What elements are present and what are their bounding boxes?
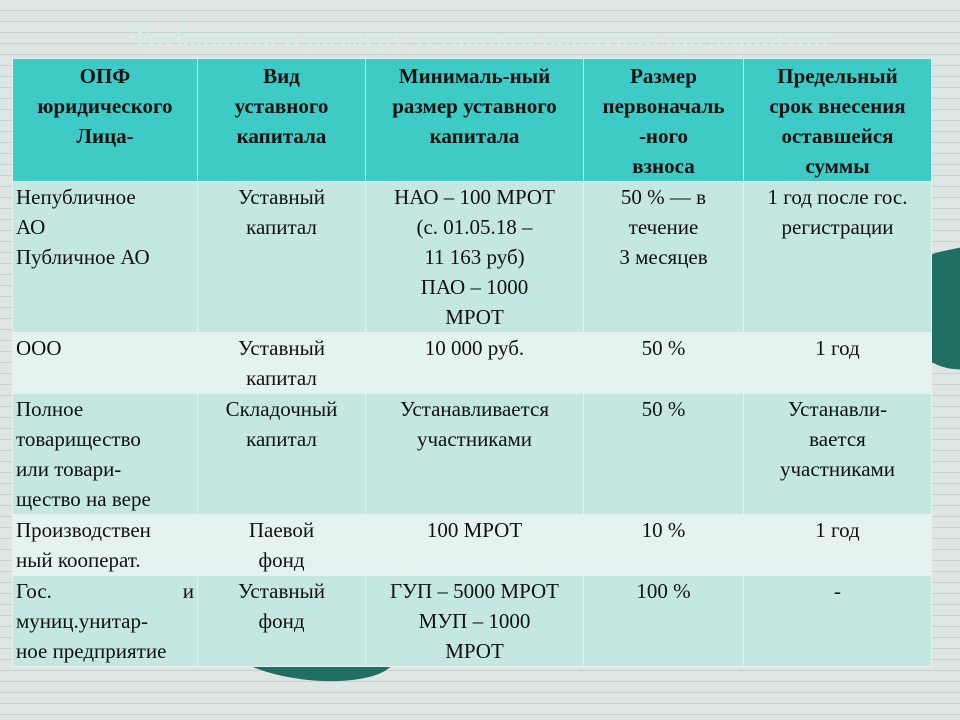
cell-capital-type [198, 333, 366, 394]
table-header [13, 59, 932, 182]
cell-min-size [366, 515, 584, 576]
cell-deadline [744, 515, 932, 576]
header-line: срок внесения [769, 94, 906, 118]
cell-line: 50 % — в [620, 185, 707, 209]
cell-line: 1 год [815, 336, 860, 360]
header-line: размер уставного [392, 94, 557, 118]
cell-line: или товари- [16, 457, 122, 481]
cell-line: ГУП – 5000 МРОТ [389, 579, 560, 603]
cell-line: капитал [246, 215, 317, 239]
cell-line: МРОТ [445, 639, 504, 663]
header-line: оставшейся [781, 124, 894, 148]
table-row [13, 515, 932, 576]
cell-min-size [366, 394, 584, 515]
cell-line: регистрации [781, 215, 894, 239]
cell-line: щество на вере [16, 487, 151, 511]
cell-deadline [744, 182, 932, 333]
header-row [13, 59, 932, 182]
table-row [13, 576, 932, 667]
cell-line: участниками [779, 457, 896, 481]
table-body [13, 182, 932, 667]
cell-line: Складочный [225, 397, 338, 421]
cell-initial-payment [584, 182, 744, 333]
header-line: Лица- [76, 124, 134, 148]
cell-line: Публичное АО [16, 245, 150, 269]
cell-opf [13, 515, 198, 576]
cell-opf [13, 182, 198, 333]
cell-line: Паевой [248, 518, 315, 542]
cell-initial-payment [584, 394, 744, 515]
header-line: капитала [236, 124, 327, 148]
cell-opf [13, 394, 198, 515]
cell-min-size [366, 576, 584, 667]
cell-line: АО [16, 215, 46, 239]
header-deadline [744, 59, 932, 182]
cell-line: течение [628, 215, 699, 239]
cell-line: 11 163 руб) [424, 245, 525, 269]
cell-line: 1 год [815, 518, 860, 542]
cell-line: капитал [246, 427, 317, 451]
cell-line: 1 год после гос. [767, 185, 908, 209]
cell-line: вается [809, 427, 866, 451]
cell-line: 50 % [641, 397, 686, 421]
cell-line: ное предприятие [16, 639, 167, 663]
cell-line: 100 МРОТ [426, 518, 523, 542]
cell-line: МРОТ [445, 305, 504, 329]
cell-line: участниками [416, 427, 533, 451]
header-min-size [366, 59, 584, 182]
cell-line: 100 % [636, 579, 691, 603]
cell-line: муниц.унитар- [16, 609, 148, 633]
cell-line: - [834, 579, 841, 603]
cell-deadline [744, 333, 932, 394]
cell-line: ный кооперат. [16, 548, 141, 572]
cell-line: Устанавли- [787, 397, 888, 421]
header-line: Предельный [777, 64, 898, 88]
cell-line: 10 000 руб. [424, 336, 525, 360]
capital-requirements-table [12, 58, 932, 667]
cell-line: фонд [258, 548, 305, 572]
cell-initial-payment [584, 515, 744, 576]
cell-line: Уставный [238, 579, 325, 603]
header-line: ОПФ [79, 64, 131, 88]
header-line: юридического [37, 94, 173, 118]
header-initial-payment [584, 59, 744, 182]
cell-deadline [744, 576, 932, 667]
cell-line: 50 % [641, 336, 686, 360]
header-line: первоначаль [602, 94, 725, 118]
cell-line: НАО – 100 МРОТ [394, 185, 555, 209]
cell-line: Уставный [238, 185, 325, 209]
header-line: взноса [632, 154, 695, 178]
cell-line: Производствен [16, 518, 151, 542]
cell-min-size [366, 182, 584, 333]
cell-opf [13, 576, 198, 667]
cell-line: 3 месяцев [619, 245, 708, 269]
header-line: Вид [263, 64, 300, 88]
cell-line: Устанавливается [399, 397, 550, 421]
header-line: Размер [630, 64, 697, 88]
header-opf [13, 59, 198, 182]
cell-capital-type [198, 394, 366, 515]
cell-min-size [366, 333, 584, 394]
header-line: уставного [234, 94, 329, 118]
cell-deadline [744, 394, 932, 515]
cell-capital-type [198, 182, 366, 333]
cell-capital-type [198, 515, 366, 576]
cell-capital-type [198, 576, 366, 667]
table-row [13, 394, 932, 515]
cell-line: 10 % [641, 518, 686, 542]
header-capital-type [198, 59, 366, 182]
cell-line: (с. 01.05.18 – [416, 215, 533, 239]
cell-line: ООО [16, 336, 62, 360]
cell-line: товарищество [16, 427, 141, 451]
table-row [13, 182, 932, 333]
cell-initial-payment [584, 576, 744, 667]
cell-opf [13, 333, 198, 394]
cell-line: капитал [246, 366, 317, 390]
table-row [13, 333, 932, 394]
cell-line: МУП – 1000 [418, 609, 531, 633]
slide-title: Требования к размеру уставного капитала предприятий [131, 22, 829, 52]
cell-line: Уставный [238, 336, 325, 360]
cell-initial-payment [584, 333, 744, 394]
cell-line: Непубличное [16, 185, 136, 209]
cell-line: ПАО – 1000 [420, 275, 529, 299]
cell-line: фонд [258, 609, 305, 633]
cell-line: Гос. и [16, 579, 194, 603]
header-line: -ного [638, 124, 689, 148]
header-line: капитала [429, 124, 520, 148]
header-line: Минималь-ный [398, 64, 551, 88]
header-line: суммы [805, 154, 870, 178]
cell-line: Полное [16, 397, 84, 421]
